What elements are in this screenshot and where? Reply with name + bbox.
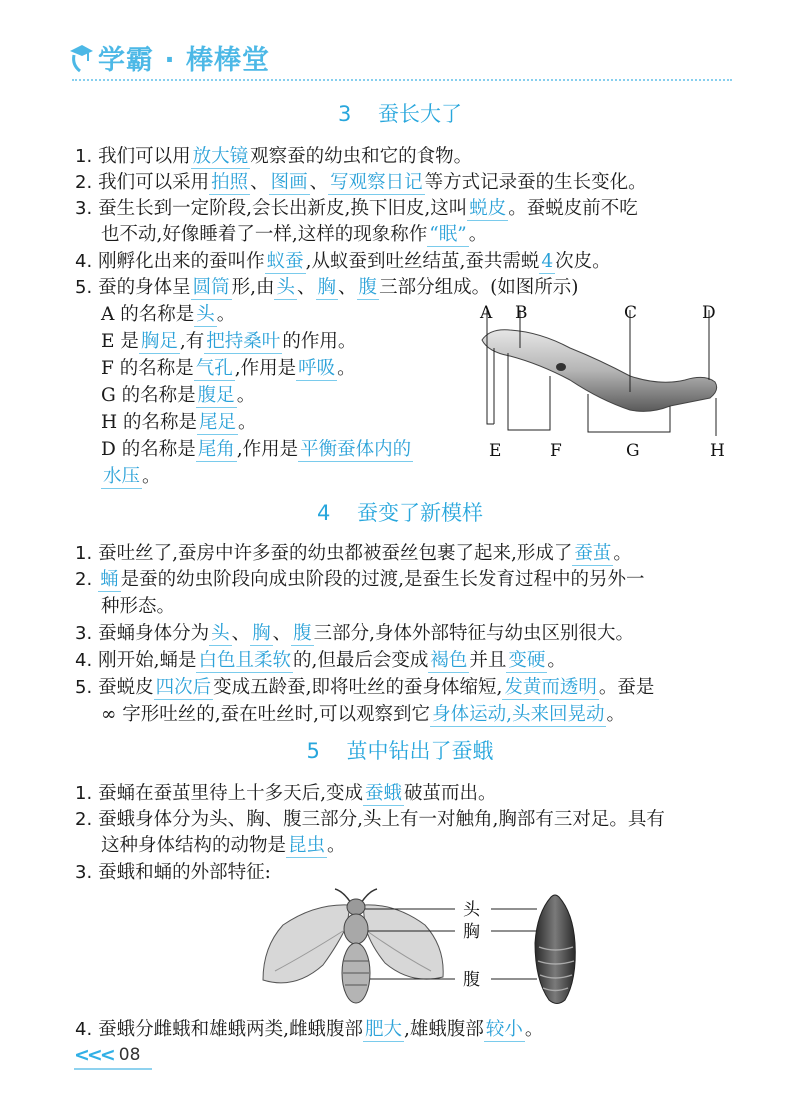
fig-label-e: E <box>489 441 502 461</box>
moth-thorax <box>344 914 368 944</box>
section-title-5: 5 茧中钻出了蚕蛾 <box>306 739 494 763</box>
fig-label-head: 头 <box>463 900 480 920</box>
section-title-3: 3 蚕长大了 <box>337 102 463 126</box>
silkworm-spot <box>556 363 566 371</box>
s5-item-3: 3. 蚕蛾和蛹的外部特征: <box>75 862 271 883</box>
moth-right-wing <box>363 905 443 979</box>
s5-item-2: 2. 蚕蛾身体分为头、胸、腹三部分,头上有一对触角,胸部有三对足。具有 <box>75 809 665 830</box>
pointer-a <box>487 310 494 424</box>
silkworm-body <box>482 330 717 412</box>
s4-item-2: 2. 蛹 是蚕的幼虫阶段向成虫阶段的过渡,是蚕生长发育过程中的另外一 <box>75 569 645 590</box>
moth-pupa-diagram <box>255 885 585 1015</box>
s5-item-1: 1. 蚕蛹在蚕茧里待上十多天后,变成 蚕蛾 破茧而出。 <box>75 783 497 804</box>
moth-left-wing <box>263 905 350 983</box>
s5-item-4: 4. 蚕蛾分雌蛾和雄蛾两类,雌蛾腹部 肥大 ,雄蛾腹部 较小 。 <box>75 1019 544 1040</box>
s3-sub-f: F 的名称是 气孔 ,作用是 呼吸 。 <box>101 358 356 379</box>
page-number: 08 <box>118 1045 141 1065</box>
fig-label-h: H <box>710 441 725 461</box>
s4-item-5-cont: ∞ 字形吐丝的,蚕在吐丝时,可以观察到它 身体运动,头来回晃动 。 <box>101 704 625 725</box>
moth-figure <box>263 889 443 1003</box>
s3-sub-d: D 的名称是 尾角 ,作用是 平衡蚕体内的 <box>101 439 412 460</box>
s3-item-1: 1. 我们可以用 放大镜 观察蚕的幼虫和它的食物。 <box>75 146 473 167</box>
silkworm-diagram <box>470 298 740 468</box>
fig-label-c: C <box>624 303 638 323</box>
fig-label-abdomen: 腹 <box>463 970 480 990</box>
back-arrows-icon: <<< <box>74 1044 113 1066</box>
s3-sub-g: G 的名称是 腹足 。 <box>101 385 256 406</box>
s4-item-4: 4. 刚开始,蛹是 白色且柔软 的,但最后会变成 褐色 并且 变硬 。 <box>75 650 566 671</box>
s3-item-5: 5. 蚕的身体呈 圆筒 形,由 头 、 胸 、 腹 三部分组成。(如图所示) <box>75 277 579 298</box>
brand-logo <box>68 38 270 77</box>
s4-item-2-cont: 种形态。 <box>101 596 176 617</box>
page-footer <box>74 1044 140 1066</box>
s3-sub-e: E 是 胸足 ,有 把持桑叶 的作用。 <box>101 331 357 352</box>
fig-label-g: G <box>626 441 640 461</box>
s3-sub-h: H 的名称是 尾足 。 <box>101 412 257 433</box>
fig-label-b: B <box>515 303 528 323</box>
s3-item-3: 3. 蚕生长到一定阶段,会长出新皮,换下旧皮,这叫 蜕皮 。蚕蜕皮前不吃 <box>75 198 638 219</box>
brand-title: 学霸 · 棒棒堂 <box>98 45 271 76</box>
mortarboard-icon <box>68 43 94 73</box>
fig-label-f: F <box>550 441 562 461</box>
footer-underline <box>74 1068 152 1070</box>
s4-item-3: 3. 蚕蛹身体分为 头 、 胸 、 腹 三部分,身体外部特征与幼虫区别很大。 <box>75 623 635 644</box>
s3-sub-d-cont: 水压 。 <box>103 466 161 487</box>
pupa-figure <box>535 895 575 1004</box>
pupa-body <box>535 895 575 1004</box>
fig-label-a: A <box>480 303 493 323</box>
fig-label-thorax: 胸 <box>463 922 480 942</box>
s3-sub-a: A 的名称是 头 。 <box>101 304 236 325</box>
s4-item-5: 5. 蚕蜕皮 四次后 变成五龄蚕,即将吐丝的蚕身体缩短, 发黄而透明 。蚕是 <box>75 677 655 698</box>
header-divider <box>72 79 732 81</box>
s5-item-2-cont: 这种身体结构的动物是 昆虫 。 <box>101 835 346 856</box>
fig-label-d: D <box>702 303 716 323</box>
moth-head <box>347 899 365 915</box>
s3-item-2: 2. 我们可以采用 拍照 、 图画 、 写观察日记 等方式记录蚕的生长变化。 <box>75 172 647 193</box>
s3-item-4: 4. 刚孵化出来的蚕叫作 蚁蚕 ,从蚁蚕到吐丝结茧,蚕共需蜕 4 次皮。 <box>75 251 611 272</box>
s3-item-3-cont: 也不动,好像睡着了一样,这样的现象称作 “眠” 。 <box>101 224 488 245</box>
s4-item-1: 1. 蚕吐丝了,蚕房中许多蚕的幼虫都被蚕丝包裹了起来,形成了 蚕茧 。 <box>75 543 632 564</box>
section-title-4: 4 蚕变了新模样 <box>316 501 484 525</box>
